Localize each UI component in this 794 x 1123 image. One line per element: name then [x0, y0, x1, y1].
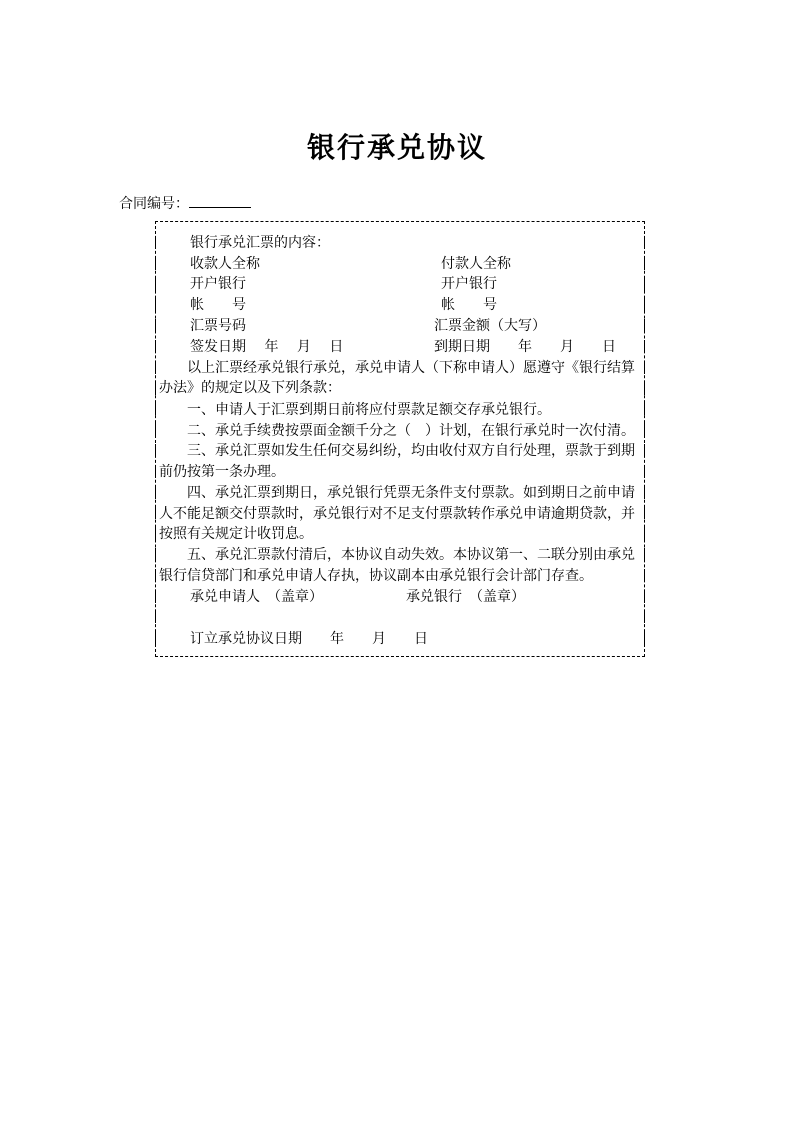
box-edge-mark	[155, 444, 156, 457]
box-edge-mark	[155, 236, 156, 249]
clause-2-line1: 二、承兑手续费按票面金额千分之（ ）计划，在银行承兑时一次付清。	[159, 423, 635, 439]
issue-date-label: 签发日期 年 月 日	[190, 339, 344, 355]
box-edge-mark	[155, 298, 156, 311]
box-edge-mark	[644, 340, 645, 353]
payer-account-label: 帐 号	[441, 297, 497, 313]
box-edge-mark	[644, 631, 645, 644]
clause-4-line2: 人不能足额交付票款时，承兑银行对不足支付票款转作承兑申请逾期贷款，并	[159, 506, 635, 522]
box-edge-mark	[155, 465, 156, 478]
box-edge-mark	[155, 506, 156, 519]
box-edge-mark	[644, 382, 645, 395]
box-edge-mark	[155, 548, 156, 561]
clause-4-line1: 四、承兑汇票到期日，承兑银行凭票无条件支付票款。如到期日之前申请	[159, 485, 635, 501]
payer-name-label: 付款人全称	[441, 256, 511, 272]
box-edge-mark	[644, 569, 645, 582]
box-edge-mark	[644, 506, 645, 519]
box-edge-mark	[644, 527, 645, 540]
box-edge-mark	[644, 423, 645, 436]
box-edge-mark	[155, 278, 156, 291]
payee-name-label: 收款人全称	[190, 256, 260, 272]
paragraph-intro-line2: 办法》的规定以及下列条款：	[159, 380, 341, 396]
box-edge-mark	[155, 319, 156, 332]
payee-account-label: 帐 号	[190, 297, 246, 313]
box-edge-mark	[155, 486, 156, 499]
bank-signature: 承兑银行 （盖章）	[406, 589, 525, 605]
box-edge-mark	[644, 465, 645, 478]
due-date-label: 到期日期 年 月 日	[434, 339, 616, 355]
clause-3-line2: 前仍按第一条办理。	[159, 464, 285, 480]
box-edge-mark	[155, 382, 156, 395]
clause-5-line1: 五、承兑汇票款付清后，本协议自动失效。本协议第一、二联分别由承兑	[159, 547, 635, 563]
agreement-date: 订立承兑协议日期 年 月 日	[190, 631, 428, 647]
box-edge-mark	[155, 610, 156, 623]
clause-5-line2: 银行信贷部门和承兑申请人存执，协议副本由承兑银行会计部门存查。	[159, 568, 593, 584]
box-edge-mark	[644, 610, 645, 623]
box-edge-mark	[644, 298, 645, 311]
box-edge-mark	[644, 548, 645, 561]
box-edge-mark	[644, 590, 645, 603]
bill-number-label: 汇票号码	[190, 318, 246, 334]
clause-1-line1: 一、申请人于汇票到期日前将应付票款足额交存承兑银行。	[159, 402, 551, 418]
bill-amount-label: 汇票金额（大写）	[434, 318, 546, 334]
paragraph-intro-line1: 以上汇票经承兑银行承兑，承兑申请人（下称申请人）愿遵守《银行结算	[159, 360, 635, 376]
box-edge-mark	[644, 319, 645, 332]
box-edge-mark	[155, 402, 156, 415]
clause-4-line3: 按照有关规定计收罚息。	[159, 526, 313, 542]
payer-bank-label: 开户银行	[441, 276, 497, 292]
box-edge-mark	[644, 278, 645, 291]
box-edge-mark	[155, 257, 156, 270]
box-edge-mark	[155, 569, 156, 582]
page-title: 银行承兑协议	[306, 131, 487, 164]
box-edge-mark	[155, 590, 156, 603]
box-edge-mark	[644, 236, 645, 249]
box-edge-mark	[644, 486, 645, 499]
contract-number	[119, 193, 251, 213]
box-edge-mark	[155, 423, 156, 436]
box-edge-mark	[155, 361, 156, 374]
box-edge-mark	[644, 402, 645, 415]
box-edge-mark	[644, 444, 645, 457]
header-intro: 银行承兑汇票的内容：	[190, 235, 330, 251]
clause-3-line1: 三、承兑汇票如发生任何交易纠纷，均由收付双方自行处理，票款于到期	[159, 443, 635, 459]
applicant-signature: 承兑申请人 （盖章）	[190, 589, 323, 605]
box-edge-mark	[155, 340, 156, 353]
box-edge-mark	[644, 257, 645, 270]
box-edge-mark	[644, 361, 645, 374]
box-edge-mark	[155, 527, 156, 540]
box-edge-mark	[155, 631, 156, 644]
contract-number-label: 合同编号：	[119, 196, 189, 212]
payee-bank-label: 开户银行	[190, 276, 246, 292]
contract-number-blank	[189, 195, 251, 208]
